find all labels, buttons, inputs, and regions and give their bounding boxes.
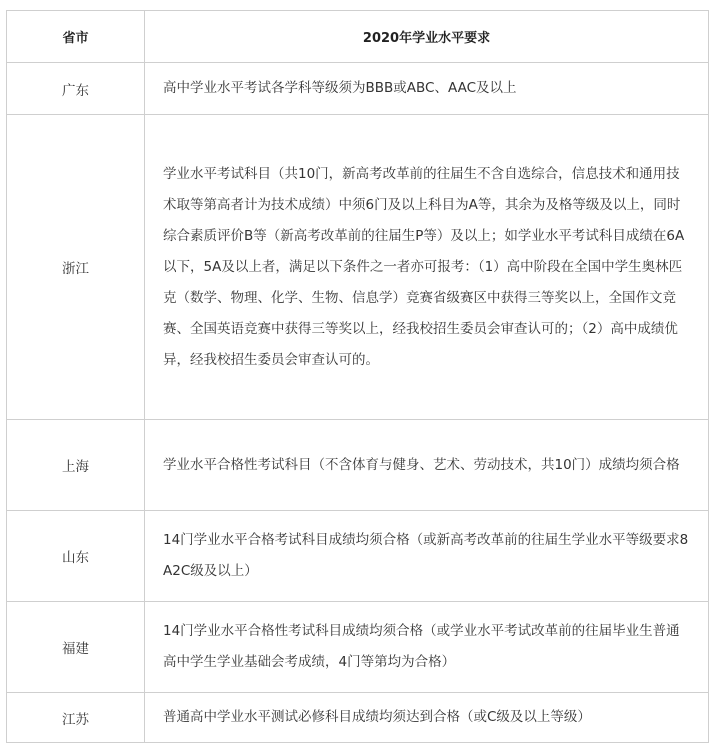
header-province: 省市 [7,11,145,63]
province-cell: 江苏 [7,693,145,743]
table-header-row [7,11,709,63]
requirement-cell: 高中学业水平考试各学科等级须为BBB或ABC、AAC及以上 [145,63,709,115]
table-row [7,115,709,420]
province-cell: 浙江 [7,115,145,420]
province-cell: 福建 [7,602,145,693]
table-row [7,420,709,511]
table-row [7,63,709,115]
table-row [7,511,709,602]
table-row [7,602,709,693]
header-requirement: 2020年学业水平要求 [145,11,709,63]
province-cell: 上海 [7,420,145,511]
requirement-cell: 学业水平考试科目（共10门，新高考改革前的往届生不含自选综合，信息技术和通用技术取等第高者计为技术成绩）中须6门及以上科目为A等，其余为及格等级及以上，同时综合素质评价B等（新高考改革前的往届生P等）及以上；如学业水平考试科目成绩在6A以下，5A及以上者，满足以下条件之一者亦可报考：（1）高中阶段在全国中学生奥林匹克（数学、物理、化学、生物、信息学）竞赛省级赛区中获得三等奖以上，全国作文竞赛、全国英语竞赛中获得三等奖以上，经我校招生委员会审查认可的；（2）高中成绩优异，经我校招生委员会审查认可的。 [145,115,709,420]
requirement-cell: 14门学业水平合格性考试科目成绩均须合格（或学业水平考试改革前的往届毕业生普通高中学生学业基础会考成绩，4门等第均为合格） [145,602,709,693]
requirements-table [6,10,709,743]
requirement-cell: 学业水平合格性考试科目（不含体育与健身、艺术、劳动技术，共10门）成绩均须合格 [145,420,709,511]
province-cell: 广东 [7,63,145,115]
province-cell: 山东 [7,511,145,602]
table-row [7,693,709,743]
requirement-cell: 14门学业水平合格考试科目成绩均须合格（或新高考改革前的往届生学业水平等级要求8A2C级及以上） [145,511,709,602]
requirement-cell: 普通高中学业水平测试必修科目成绩均须达到合格（或C级及以上等级） [145,693,709,743]
